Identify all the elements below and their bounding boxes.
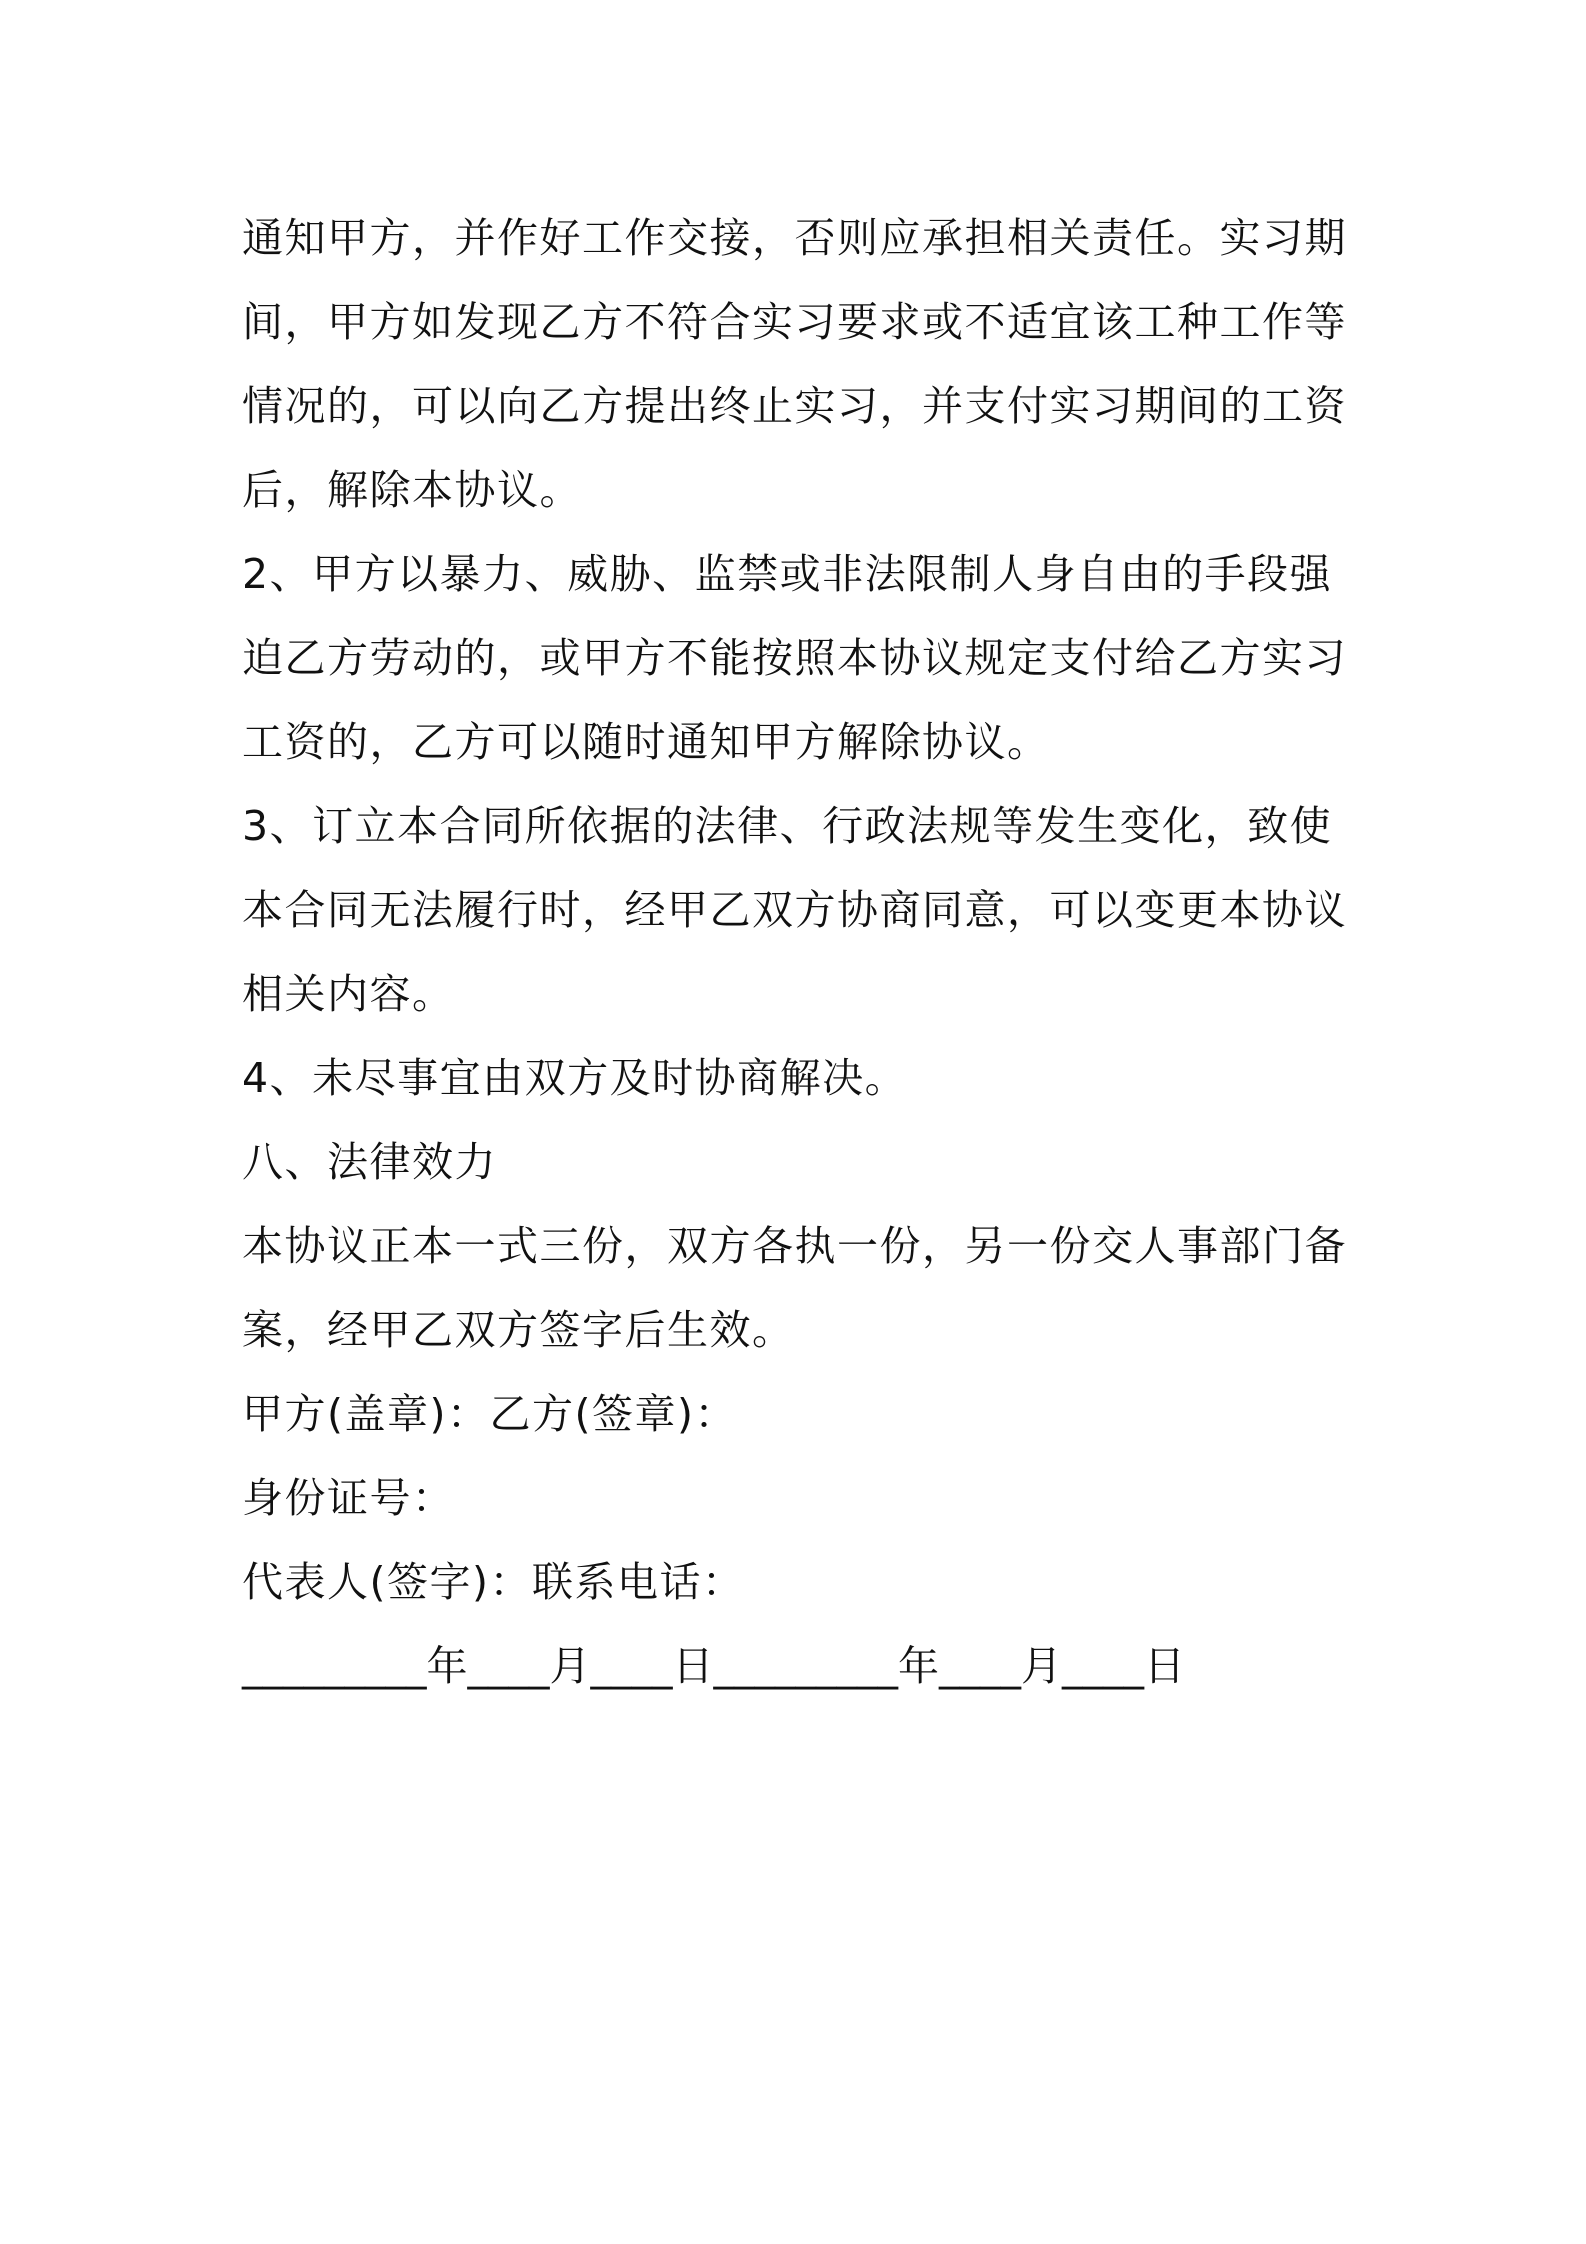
clause-2-line: 迫乙方劳动的，或甲方不能按照本协议规定支付给乙方实习	[242, 634, 1347, 682]
clause-2-line: 工资的，乙方可以随时通知甲方解除协议。	[242, 718, 1050, 766]
clause-4-line: 4、未尽事宜由双方及时协商解决。	[242, 1054, 908, 1102]
id-number-line: 身份证号：	[242, 1474, 455, 1522]
representative-line: 代表人(签字)：联系电话：	[242, 1558, 745, 1606]
clause-3-line: 相关内容。	[242, 970, 455, 1018]
paragraph-line: 通知甲方，并作好工作交接，否则应承担相关责任。实习期	[242, 214, 1347, 262]
clause-2-line: 2、甲方以暴力、威胁、监禁或非法限制人身自由的手段强	[242, 550, 1333, 598]
clause-3-line: 本合同无法履行时，经甲乙双方协商同意，可以变更本协议	[242, 886, 1347, 934]
date-line: _________年____月____日_________年____月____日	[242, 1642, 1185, 1690]
legal-effect-line: 案，经甲乙双方签字后生效。	[242, 1306, 795, 1354]
paragraph-line: 间，甲方如发现乙方不符合实习要求或不适宜该工种工作等	[242, 298, 1347, 346]
paragraph-line: 情况的，可以向乙方提出终止实习，并支付实习期间的工资	[242, 382, 1347, 430]
document-body	[242, 196, 1362, 1708]
legal-effect-line: 本协议正本一式三份，双方各执一份，另一份交人事部门备	[242, 1222, 1347, 1270]
paragraph-line: 后，解除本协议。	[242, 466, 582, 514]
signature-line: 甲方(盖章)：乙方(签章)：	[242, 1390, 737, 1438]
section-heading: 八、法律效力	[242, 1138, 497, 1186]
clause-3-line: 3、订立本合同所依据的法律、行政法规等发生变化，致使	[242, 802, 1333, 850]
